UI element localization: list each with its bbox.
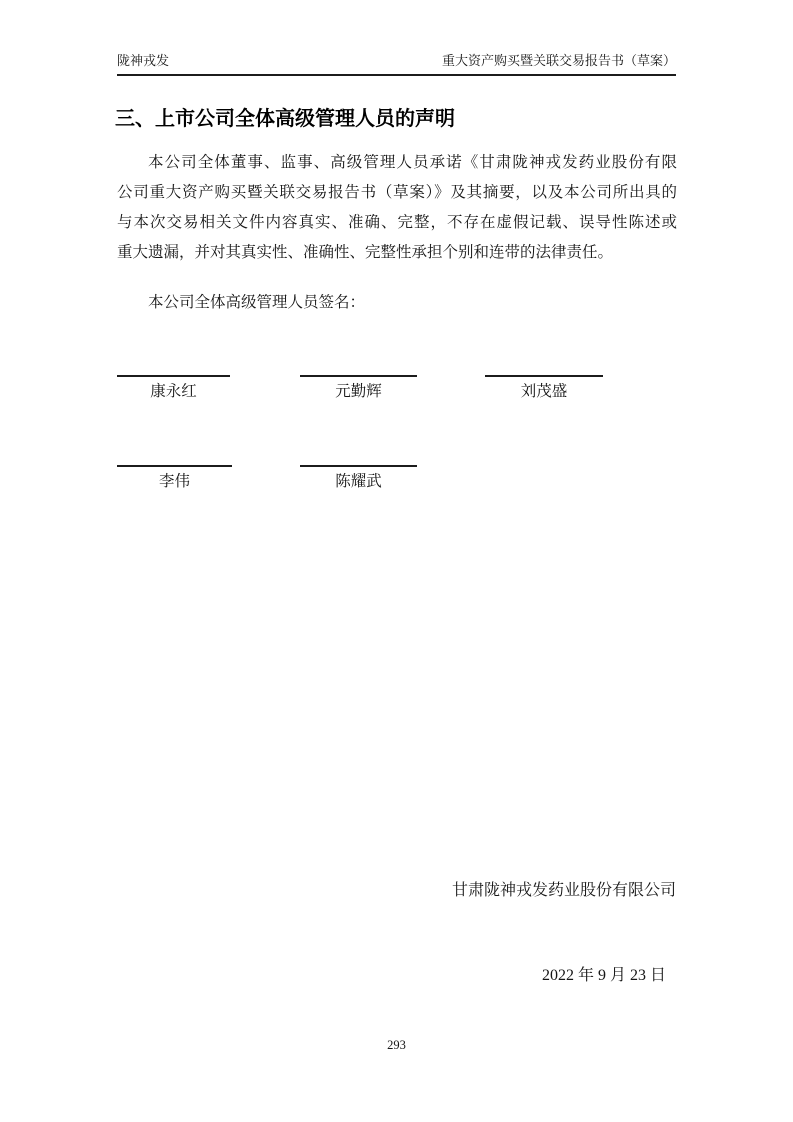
- signer-name: 陈耀武: [335, 473, 382, 490]
- declaration-line: 与本次交易相关文件内容真实、准确、完整，不存在虚假记载、误导性陈述或: [117, 214, 677, 231]
- signer-name: 元勤辉: [335, 383, 382, 400]
- declaration-line: 公司重大资产购买暨关联交易报告书（草案）》及其摘要，以及本公司所出具的: [117, 184, 677, 201]
- declaration-line: 本公司全体董事、监事、高级管理人员承诺《甘肃陇神戎发药业股份有限: [148, 154, 677, 171]
- page-header: [117, 54, 676, 76]
- declaration-line: 重大遗漏，并对其真实性、准确性、完整性承担个别和连带的法律责任。: [117, 244, 614, 261]
- page-number: 293: [387, 1038, 406, 1052]
- signer-name: 李伟: [158, 473, 190, 490]
- company-name: 甘肃陇神戎发药业股份有限公司: [451, 882, 676, 899]
- signer-name: 刘茂盛: [520, 383, 568, 400]
- section-title: 三、上市公司全体高级管理人员的声明: [115, 108, 455, 130]
- header-right-text: 重大资产购买暨关联交易报告书（草案）: [441, 53, 676, 68]
- signature-prompt: 本公司全体高级管理人员签名：: [148, 294, 366, 311]
- document-date: 2022 年 9 月 23 日: [541, 967, 666, 984]
- declaration-paragraph: [117, 148, 677, 268]
- signature-slot: [485, 375, 603, 400]
- header-left-text: 陇神戎发: [117, 53, 170, 68]
- signer-name: 康永红: [150, 383, 197, 400]
- signature-slot: [117, 375, 230, 400]
- signature-slot: [117, 465, 232, 490]
- signature-slot: [300, 465, 417, 490]
- signature-slot: [300, 375, 417, 400]
